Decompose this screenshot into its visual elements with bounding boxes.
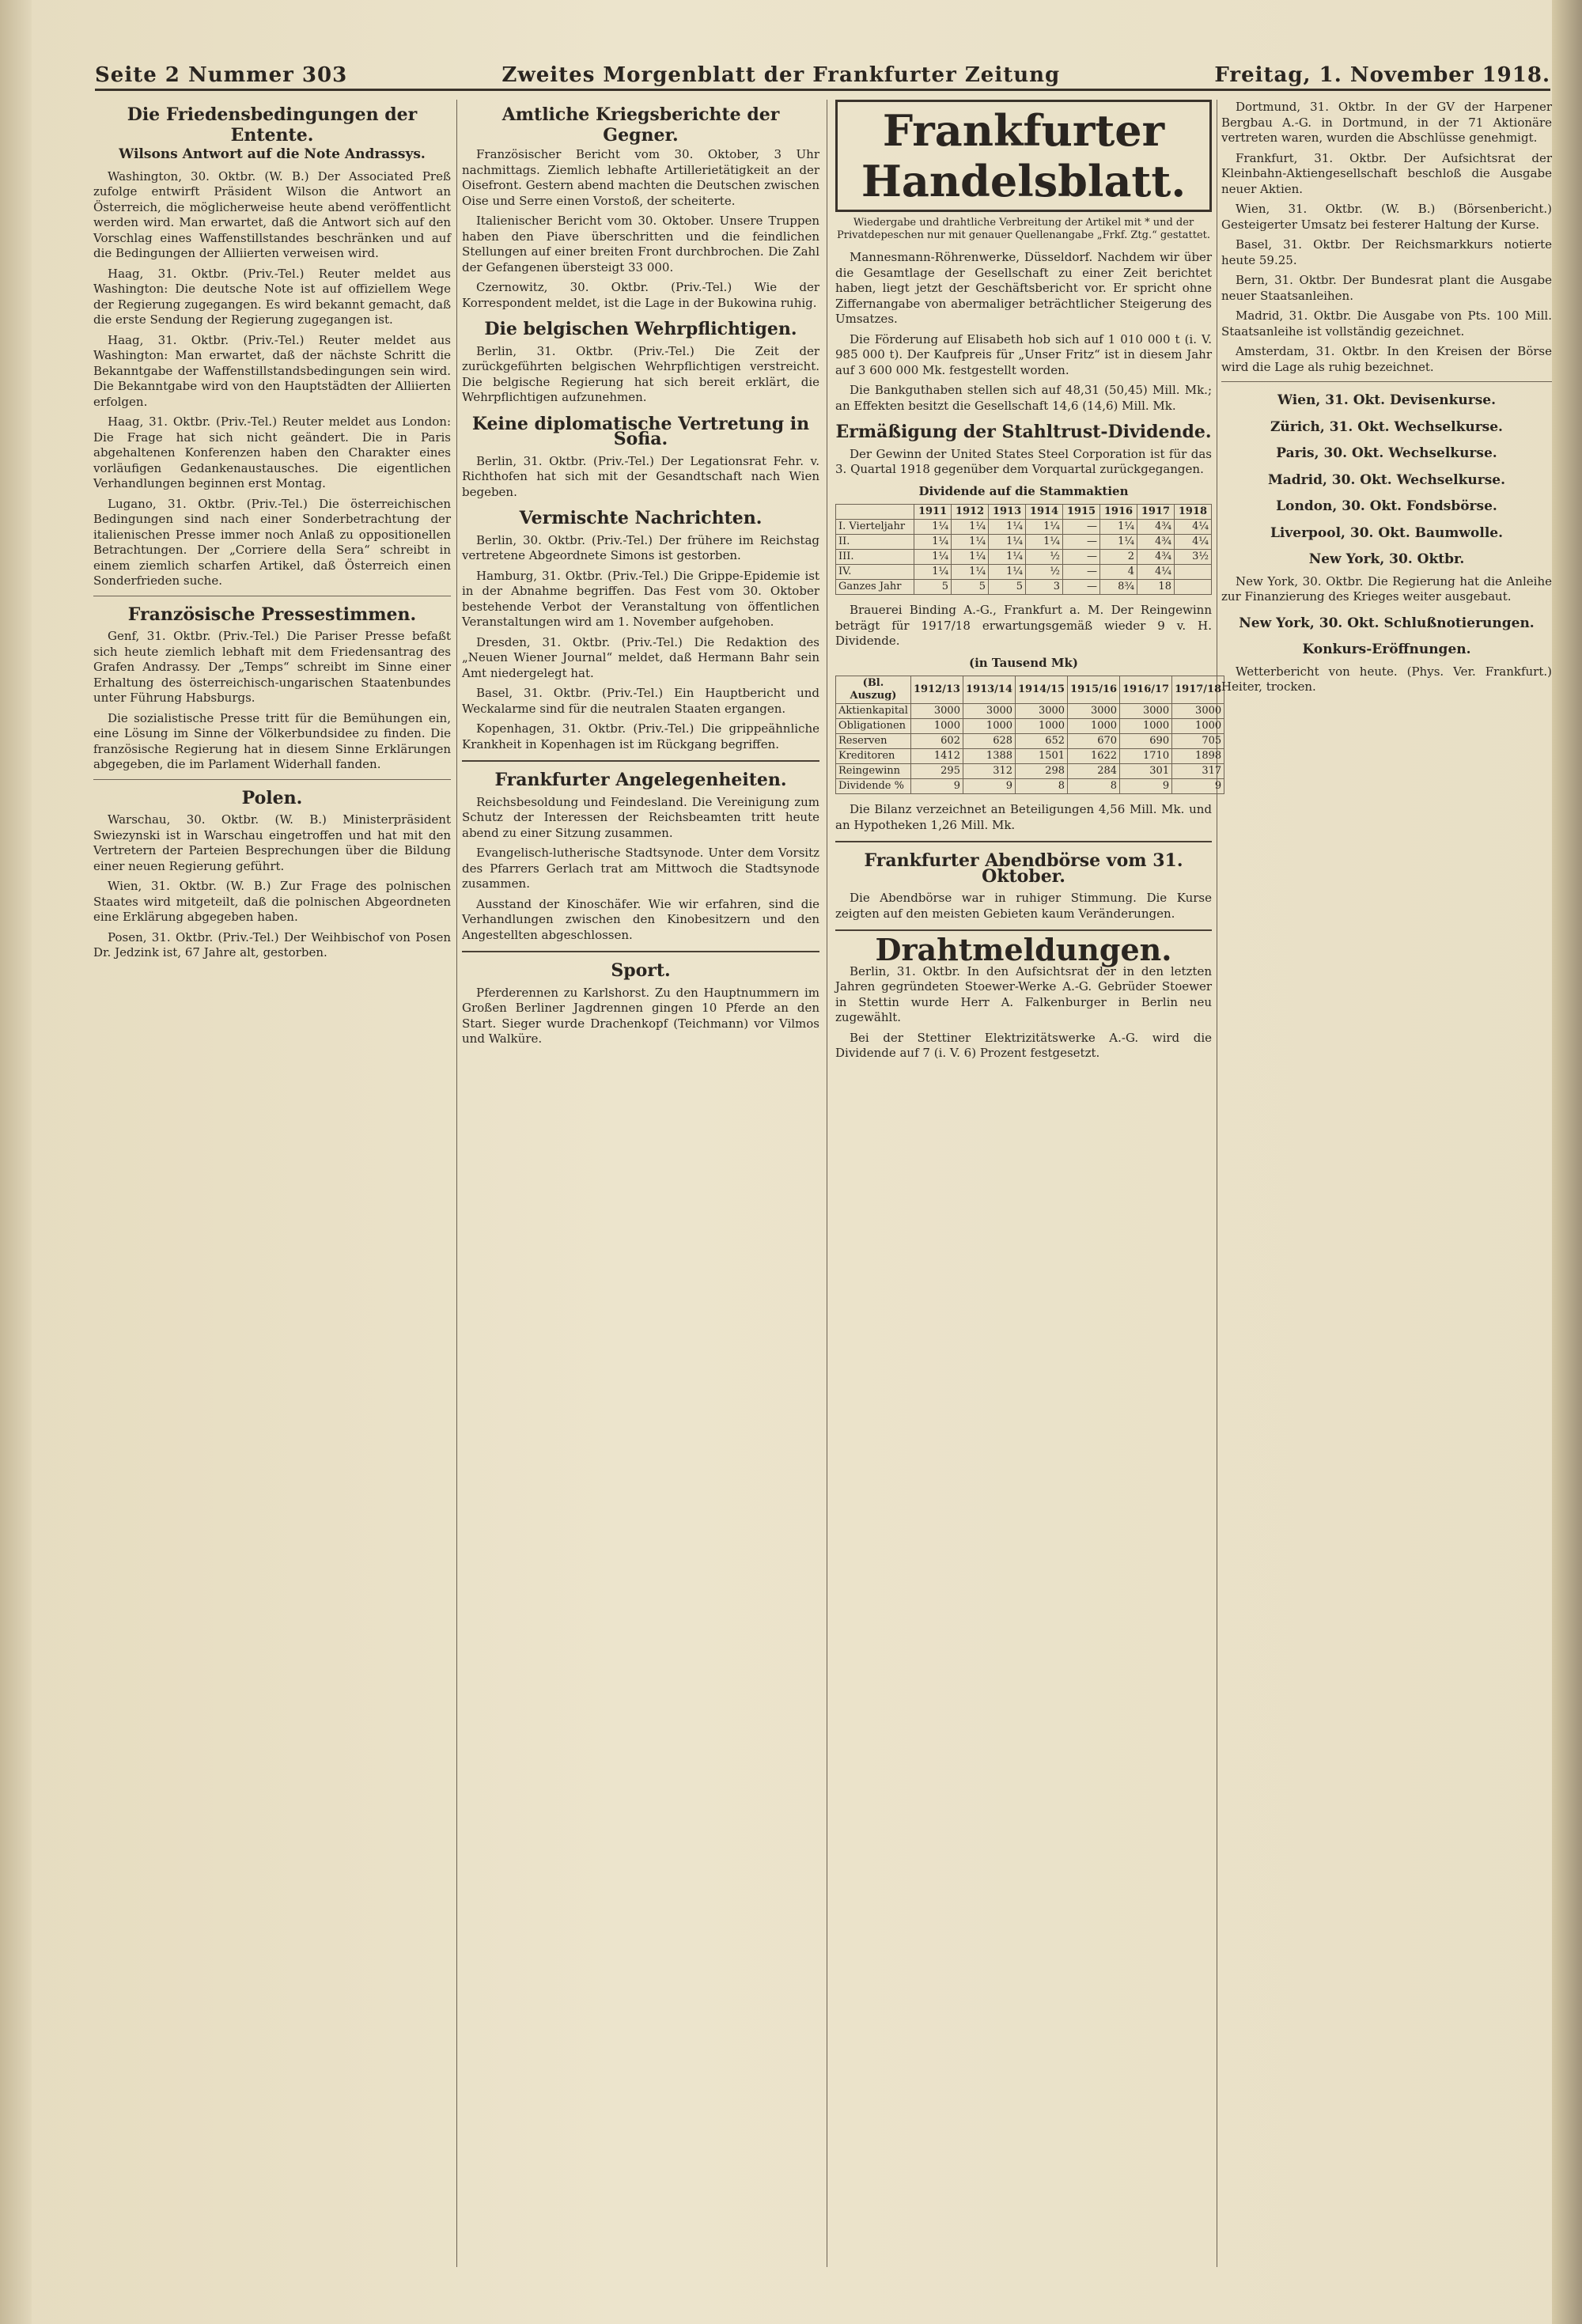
table-cell: 1388 bbox=[963, 749, 1015, 764]
table-header-cell: 1911 bbox=[914, 505, 952, 520]
table-cell: 1898 bbox=[1172, 749, 1224, 764]
table-row bbox=[836, 565, 1212, 580]
table-cell bbox=[1174, 580, 1211, 595]
article-paragraph: Wien, 31. Oktbr. (W. B.) Zur Frage des polnischen Staates wird mitgeteilt, daß die polnischen Abgeordneten eine Erklärung abgegeben haben. bbox=[93, 879, 451, 924]
section-heading: Polen. bbox=[241, 787, 303, 808]
section-heading: Die belgischen Wehrpflichtigen. bbox=[484, 319, 797, 339]
section-divider bbox=[93, 779, 451, 780]
article-paragraph: Evangelisch-lutherische Stadtsynode. Unter dem Vorsitz des Pfarrers Gerlach trat am Mittwoch die Stadtsynode zusammen. bbox=[462, 846, 819, 891]
table-header-cell: 1916 bbox=[1100, 505, 1137, 520]
table-cell: 9 bbox=[910, 779, 963, 794]
table-row bbox=[836, 719, 1224, 734]
section-divider bbox=[1221, 381, 1552, 382]
table-cell: 4¾ bbox=[1137, 550, 1174, 565]
table-cell: 1¼ bbox=[1026, 535, 1063, 550]
column-1 bbox=[93, 100, 451, 2267]
table-cell: 5 bbox=[914, 580, 952, 595]
table-cell: 3½ bbox=[1174, 550, 1211, 565]
column-3 bbox=[835, 100, 1222, 2267]
table-cell: 301 bbox=[1120, 764, 1172, 779]
table-cell: 1000 bbox=[910, 719, 963, 734]
table-header-cell bbox=[836, 505, 914, 520]
article-paragraph: Frankfurt, 31. Oktbr. Der Aufsichtsrat der Kleinbahn-Aktiengesellschaft beschloß die Ausgabe neuer Aktien. bbox=[1221, 150, 1552, 196]
table-row bbox=[836, 520, 1212, 535]
article-paragraph: Berlin, 31. Oktbr. In den Aufsichtsrat der in den letzten Jahren gegründeten Stoewer-Werke A.-G. Gebrüder Stoewer in Stettin wurde Herr A. Falkenburger in Berlin neu zugewählt. bbox=[835, 963, 1212, 1024]
table-cell: I. Vierteljahr bbox=[836, 520, 914, 535]
table-cell: 1¼ bbox=[989, 535, 1026, 550]
table-cell: — bbox=[1063, 535, 1100, 550]
article-paragraph: New York, 30. Oktbr. Die Regierung hat die Anleihe zur Finanzierung des Krieges weiter ausgebaut. bbox=[1221, 573, 1552, 604]
section-heading: Zürich, 31. Okt. Wechselkurse. bbox=[1270, 418, 1503, 435]
article-paragraph: Haag, 31. Oktbr. (Priv.-Tel.) Reuter meldet aus London: Die Frage hat sich nicht geändert. Die in Paris abgehaltenen Konferenzen haben den Charakter eines vorläufigen Gedankenaustausches. Die eigentlichen Verhandlungen beginnen erst Montag. bbox=[93, 414, 451, 490]
table-cell: — bbox=[1063, 520, 1100, 535]
table-header-cell: 1915/16 bbox=[1068, 676, 1120, 704]
article-paragraph: Wien, 31. Oktbr. (W. B.) (Börsenbericht.) Gesteigerter Umsatz bei festerer Haltung der Kurse. bbox=[1221, 202, 1552, 232]
table-cell: 1000 bbox=[1016, 719, 1068, 734]
article-paragraph: Französischer Bericht vom 30. Oktober, 3 Uhr nachmittags. Ziemlich lebhafte Artillerietätigkeit an der Oisefront. Gestern abend machten die Deutschen zwischen Oise und Serre einen Vorstoß, der scheiterte. bbox=[462, 147, 819, 208]
table-row bbox=[836, 734, 1224, 749]
handelsblatt-title: Frankfurter Handelsblatt. bbox=[835, 100, 1212, 212]
section-heading: London, 30. Okt. Fondsbörse. bbox=[1276, 498, 1497, 514]
article-paragraph: Mannesmann-Röhrenwerke, Düsseldorf. Nachdem wir über die Gesamtlage der Gesellschaft zu einer Zeit berichtet haben, liegt jetzt der Geschäftsbericht vor. Er spricht ohne Ziffernangabe von abermaliger beträchtlicher Steigerung des Umsatzes. bbox=[835, 250, 1212, 326]
table-cell: Obligationen bbox=[836, 719, 911, 734]
table-cell: 295 bbox=[910, 764, 963, 779]
table-cell: 4¼ bbox=[1137, 565, 1174, 580]
table-cell: 1000 bbox=[1120, 719, 1172, 734]
table-cell: Dividende % bbox=[836, 779, 911, 794]
article-paragraph: Die Förderung auf Elisabeth hob sich auf 1 010 000 t (i. V. 985 000 t). Der Kaufpreis für „Unser Fritz“ ist in diesem Jahr auf 3 600 000 Mk. festgestellt worden. bbox=[835, 331, 1212, 377]
section-heading: Paris, 30. Okt. Wechselkurse. bbox=[1276, 445, 1497, 461]
section-heading: Keine diplomatische Vertretung in Sofia. bbox=[471, 413, 810, 449]
article-paragraph: Der Gewinn der United States Steel Corporation ist für das 3. Quartal 1918 gegenüber dem Vorquartal zurückgegangen. bbox=[835, 446, 1212, 476]
table-cell: 3000 bbox=[910, 704, 963, 719]
article-paragraph: Dresden, 31. Oktbr. (Priv.-Tel.) Die Redaktion des „Neuen Wiener Journal“ meldet, daß Hermann Bahr sein Amt niedergelegt hat. bbox=[462, 634, 819, 680]
table-cell: 3000 bbox=[1016, 704, 1068, 719]
table-header-cell: 1914/15 bbox=[1016, 676, 1068, 704]
article-paragraph: Italienischer Bericht vom 30. Oktober. Unsere Truppen haben den Piave überschritten und die feindlichen Stellungen auf einer breiten Front durchbrochen. Die Zahl der Gefangenen übersteigt 33 000. bbox=[462, 214, 819, 274]
table-cell: 3 bbox=[1026, 580, 1063, 595]
table-cell: 1¼ bbox=[989, 550, 1026, 565]
article-paragraph: Genf, 31. Oktbr. (Priv.-Tel.) Die Pariser Presse befaßt sich heute ziemlich lebhaft mit dem Friedensantrag des Grafen Andrassy. Der „Temps“ schreibt im Sinne einer Erhaltung des österreichisch-ungarischen Staatenbundes unter Führung Habsburgs. bbox=[93, 629, 451, 705]
table-header-cell: 1912 bbox=[952, 505, 989, 520]
article-paragraph: Berlin, 31. Oktbr. (Priv.-Tel.) Der Legationsrat Fehr. v. Richthofen hat sich mit der Gesandtschaft nach Wien begeben. bbox=[462, 453, 819, 499]
article-headline: Amtliche Kriegsberichte der Gegner. bbox=[501, 104, 780, 146]
section-heading: Sport. bbox=[611, 960, 671, 981]
table-cell: 628 bbox=[963, 734, 1015, 749]
section-heading: New York, 30. Okt. Schlußnotierungen. bbox=[1239, 615, 1535, 631]
table-cell: Ganzes Jahr bbox=[836, 580, 914, 595]
table-cell: 1¼ bbox=[914, 565, 952, 580]
table-cell: 2 bbox=[1100, 550, 1137, 565]
article-paragraph: Amsterdam, 31. Oktbr. In den Kreisen der Börse wird die Lage als ruhig bezeichnet. bbox=[1221, 344, 1552, 374]
table-header-cell: (Bl. Auszug) bbox=[836, 676, 911, 704]
table-cell: Aktienkapital bbox=[836, 704, 911, 719]
table-cell: 1¼ bbox=[1100, 520, 1137, 535]
article-headline: Die Friedensbedingungen der Entente. bbox=[127, 104, 418, 146]
table-cell: 690 bbox=[1120, 734, 1172, 749]
table-cell: 1622 bbox=[1068, 749, 1120, 764]
section-heading: Wien, 31. Okt. Devisenkurse. bbox=[1277, 392, 1497, 408]
table-header-cell: 1916/17 bbox=[1120, 676, 1172, 704]
table-cell: 652 bbox=[1016, 734, 1068, 749]
article-paragraph: Ausstand der Kinoschäfer. Wie wir erfahren, sind die Verhandlungen zwischen den Kinobesitzern und den Angestellten abgeschlossen. bbox=[462, 896, 819, 942]
section-heading: Ermäßigung der Stahltrust-Dividende. bbox=[835, 422, 1212, 442]
article-paragraph: Bern, 31. Oktbr. Der Bundesrat plant die Ausgabe neuer Staatsanleihen. bbox=[1221, 273, 1552, 303]
dividend-table bbox=[835, 504, 1212, 595]
article-paragraph: Basel, 31. Oktbr. (Priv.-Tel.) Ein Hauptbericht und Weckalarme sind für die neutralen Staaten ergangen. bbox=[462, 686, 819, 716]
table-cell: 5 bbox=[989, 580, 1026, 595]
table-cell: 312 bbox=[963, 764, 1015, 779]
section-divider bbox=[462, 951, 819, 952]
table-cell: Kreditoren bbox=[836, 749, 911, 764]
article-paragraph: Reichsbesoldung und Feindesland. Die Vereinigung zum Schutz der Interessen der Reichsbeamten tritt heute abend zu einer Sitzung zusammen. bbox=[462, 794, 819, 840]
table-row bbox=[836, 550, 1212, 565]
table-cell bbox=[1174, 565, 1211, 580]
table-cell: 5 bbox=[952, 580, 989, 595]
table-cell: 1¼ bbox=[952, 520, 989, 535]
table-cell: 9 bbox=[963, 779, 1015, 794]
table-caption: (in Tausend Mk) bbox=[969, 655, 1078, 670]
table-cell: 8 bbox=[1016, 779, 1068, 794]
article-paragraph: Haag, 31. Oktbr. (Priv.-Tel.) Reuter meldet aus Washington: Man erwartet, daß der nächste Schritt die Bekanntgabe der Waffenstillstandsbedingungen sein wird. Die Bekanntgabe wird von den Hauptstädten der Alliierten erfolgen. bbox=[93, 332, 451, 409]
table-cell: 317 bbox=[1172, 764, 1224, 779]
table-cell: 8¾ bbox=[1100, 580, 1137, 595]
table-header-cell: 1918 bbox=[1174, 505, 1211, 520]
table-caption: Dividende auf die Stammaktien bbox=[918, 483, 1129, 498]
article-paragraph: Wetterbericht von heute. (Phys. Ver. Frankfurt.) Heiter, trocken. bbox=[1221, 664, 1552, 694]
table-header-cell: 1913 bbox=[989, 505, 1026, 520]
table-cell: ½ bbox=[1026, 550, 1063, 565]
table-cell: — bbox=[1063, 580, 1100, 595]
article-paragraph: Washington, 30. Oktbr. (W. B.) Der Associated Preß zufolge entwirft Präsident Wilson die Antwort an Österreich, die möglicherweise heute abend veröffentlicht werden wird. Man erwartet, daß die Antwort sich auf den Vorschlag eines Waffenstillstandes beschränken und auf die Bedingungen der Alliierten verweisen wird. bbox=[93, 168, 451, 260]
table-cell: 670 bbox=[1068, 734, 1120, 749]
table-cell: 1¼ bbox=[952, 550, 989, 565]
article-paragraph: Hamburg, 31. Oktbr. (Priv.-Tel.) Die Grippe-Epidemie ist in der Abnahme begriffen. Das Fest vom 30. Oktober bestehende Verbot der Veranstaltung von öffentlichen Veranstaltungen wird am 1. November aufgehoben. bbox=[462, 568, 819, 629]
table-cell: 1¼ bbox=[1100, 535, 1137, 550]
table-cell: Reserven bbox=[836, 734, 911, 749]
table-cell: 4 bbox=[1100, 565, 1137, 580]
section-divider bbox=[462, 760, 819, 762]
table-cell: 1¼ bbox=[989, 520, 1026, 535]
article-paragraph: Berlin, 30. Oktbr. (Priv.-Tel.) Der frühere im Reichstag vertretene Abgeordnete Simons ist gestorben. bbox=[462, 532, 819, 562]
table-cell: 1501 bbox=[1016, 749, 1068, 764]
section-heading: Frankfurter Angelegenheiten. bbox=[494, 770, 787, 790]
table-cell: 1000 bbox=[963, 719, 1015, 734]
table-cell: 4¾ bbox=[1137, 535, 1174, 550]
section-divider bbox=[835, 841, 1212, 842]
article-paragraph: Haag, 31. Oktbr. (Priv.-Tel.) Reuter meldet aus Washington: Die deutsche Note ist auf offiziellem Wege der Regierung zugegangen. Es wird bekannt gemacht, daß die erste Sendung der Regierung zugegangen ist. bbox=[93, 266, 451, 327]
table-cell: 1710 bbox=[1120, 749, 1172, 764]
article-paragraph: Czernowitz, 30. Oktbr. (Priv.-Tel.) Wie der Korrespondent meldet, ist die Lage in der Bukowina ruhig. bbox=[462, 280, 819, 310]
table-cell: 3000 bbox=[963, 704, 1015, 719]
table-cell: 4¼ bbox=[1174, 535, 1211, 550]
section-heading: Frankfurter Abendbörse vom 31. Oktober. bbox=[864, 850, 1183, 887]
table-header-cell: 1915 bbox=[1063, 505, 1100, 520]
table-cell: 298 bbox=[1016, 764, 1068, 779]
table-cell: 8 bbox=[1068, 779, 1120, 794]
table-row bbox=[836, 580, 1212, 595]
section-heading: Vermischte Nachrichten. bbox=[519, 508, 763, 528]
column-4 bbox=[1221, 100, 1552, 2267]
column-divider bbox=[456, 100, 457, 2267]
masthead-right: Freitag, 1. November 1918. bbox=[1214, 63, 1550, 87]
article-paragraph: Kopenhagen, 31. Oktbr. (Priv.-Tel.) Die grippeähnliche Krankheit in Kopenhagen ist im Rückgang begriffen. bbox=[462, 721, 819, 751]
section-heading: New York, 30. Oktbr. bbox=[1308, 551, 1465, 567]
article-paragraph: Basel, 31. Oktbr. Der Reichsmarkkurs notierte heute 59.25. bbox=[1221, 237, 1552, 267]
table-cell: 1000 bbox=[1172, 719, 1224, 734]
article-paragraph: Pferderennen zu Karlshorst. Zu den Hauptnummern im Großen Berliner Jagdrennen gingen 10 Pferde an den Start. Sieger wurde Drachenkopf (Teichmann) vor Vilmos und Walküre. bbox=[462, 985, 819, 1046]
table-cell: 3000 bbox=[1068, 704, 1120, 719]
table-cell: Reingewinn bbox=[836, 764, 911, 779]
article-paragraph: Die Abendbörse war in ruhiger Stimmung. Die Kurse zeigten auf den meisten Gebieten kaum Veränderungen. bbox=[835, 891, 1212, 921]
table-cell: 705 bbox=[1172, 734, 1224, 749]
table-cell: 1000 bbox=[1068, 719, 1120, 734]
column-2 bbox=[462, 100, 819, 2267]
article-paragraph: Die sozialistische Presse tritt für die Bemühungen ein, eine Lösung im Sinne der Völkerbundsidee zu finden. Die französische Regierung hat in diesem Sinne Erklärungen abgegeben, die im Parlament Widerhall fanden. bbox=[93, 710, 451, 771]
table-header-cell: 1917 bbox=[1137, 505, 1174, 520]
section-heading: Konkurs-Eröffnungen. bbox=[1302, 642, 1471, 657]
table-header-cell: 1914 bbox=[1026, 505, 1063, 520]
article-paragraph: Warschau, 30. Oktbr. (W. B.) Ministerpräsident Swiezynski ist in Warschau eingetroffen und hat mit den Vertretern der Parteien Besprechungen über die Bildung einer neuen Regierung geführt. bbox=[93, 812, 451, 873]
table-header-cell: 1917/18 bbox=[1172, 676, 1224, 704]
table-cell: ½ bbox=[1026, 565, 1063, 580]
table-cell: 1¼ bbox=[1026, 520, 1063, 535]
table-cell: — bbox=[1063, 550, 1100, 565]
page-right-edge bbox=[1552, 0, 1582, 2324]
table-cell: — bbox=[1063, 565, 1100, 580]
table-row bbox=[836, 535, 1212, 550]
table-row bbox=[836, 704, 1224, 719]
table-header-cell: 1912/13 bbox=[910, 676, 963, 704]
table-cell: II. bbox=[836, 535, 914, 550]
table-cell: 9 bbox=[1172, 779, 1224, 794]
table-cell: 18 bbox=[1137, 580, 1174, 595]
table-cell: 4¾ bbox=[1137, 520, 1174, 535]
drahtmeldungen-heading: Drahtmeldungen. bbox=[875, 932, 1172, 967]
section-heading: Französische Pressestimmen. bbox=[127, 604, 417, 625]
table-cell: 9 bbox=[1120, 779, 1172, 794]
section-heading: Madrid, 30. Okt. Wechselkurse. bbox=[1267, 471, 1506, 488]
article-paragraph: Die Bilanz verzeichnet an Beteiligungen 4,56 Mill. Mk. und an Hypotheken 1,26 Mill. Mk. bbox=[835, 802, 1212, 832]
table-cell: 602 bbox=[910, 734, 963, 749]
article-paragraph: Dortmund, 31. Oktbr. In der GV der Harpener Bergbau A.-G. in Dortmund, in der 71 Aktionäre vertreten waren, wurden die Abschlüsse genehmigt. bbox=[1221, 100, 1552, 145]
table-cell: 1¼ bbox=[914, 550, 952, 565]
handelsblatt-subtitle: Wiedergabe und drahtliche Verbreitung der Artikel mit * und der Privatdepeschen nur mit genauer Quellenangabe „Frkf. Ztg.“ gestattet. bbox=[836, 217, 1211, 241]
section-divider bbox=[835, 929, 1212, 931]
article-paragraph: Lugano, 31. Oktbr. (Priv.-Tel.) Die österreichischen Bedingungen sind nach einer Sonderbetrachtung der italienischen Presse immer noch Anlaß zu oppositionellen Betrachtungen. Der „Corriere della Sera“ schreibt in einem ziemlich scharfen Artikel, daß Österreich einen Sonderfrieden suche. bbox=[93, 496, 451, 588]
masthead-center: Zweites Morgenblatt der Frankfurter Zeitung bbox=[501, 63, 1061, 87]
table-cell: 1¼ bbox=[989, 565, 1026, 580]
masthead-left: Seite 2 Nummer 303 bbox=[95, 63, 348, 87]
article-paragraph: Die Bankguthaben stellen sich auf 48,31 (50,45) Mill. Mk.; an Effekten besitzt die Gesellschaft 14,6 (14,6) Mill. Mk. bbox=[835, 383, 1212, 413]
table-cell: 3000 bbox=[1120, 704, 1172, 719]
article-paragraph: Berlin, 31. Oktbr. (Priv.-Tel.) Die Zeit der zurückgeführten belgischen Wehrpflichtigen verstreicht. Die belgische Regierung hat sich bereit erklärt, die Wehrpflichtigen aufzunehmen. bbox=[462, 343, 819, 404]
table-cell: 284 bbox=[1068, 764, 1120, 779]
section-heading: Liverpool, 30. Okt. Baumwolle. bbox=[1270, 524, 1504, 541]
table-row bbox=[836, 749, 1224, 764]
table-row bbox=[836, 764, 1224, 779]
table-cell: 3000 bbox=[1172, 704, 1224, 719]
table-cell: 1¼ bbox=[952, 535, 989, 550]
table-cell: 4¼ bbox=[1174, 520, 1211, 535]
table-cell: 1412 bbox=[910, 749, 963, 764]
table-row bbox=[836, 779, 1224, 794]
article-paragraph: Madrid, 31. Oktbr. Die Ausgabe von Pts. 100 Mill. Staatsanleihe ist vollständig gezeichnet. bbox=[1221, 308, 1552, 339]
page-left-edge bbox=[0, 0, 32, 2324]
table-header-cell: 1913/14 bbox=[963, 676, 1015, 704]
article-paragraph: Posen, 31. Oktbr. (Priv.-Tel.) Der Weihbischof von Posen Dr. Jedzink ist, 67 Jahre alt, gestorben. bbox=[93, 929, 451, 960]
table-cell: 1¼ bbox=[914, 535, 952, 550]
masthead bbox=[95, 62, 1550, 91]
table-cell: IV. bbox=[836, 565, 914, 580]
article-subhead: Wilsons Antwort auf die Note Andrassys. bbox=[119, 146, 426, 162]
article-paragraph: Brauerei Binding A.-G., Frankfurt a. M. Der Reingewinn beträgt für 1917/18 erwartungsgemäß wieder 9 v. H. Dividende. bbox=[835, 603, 1212, 648]
table-cell: 1¼ bbox=[952, 565, 989, 580]
table-cell: III. bbox=[836, 550, 914, 565]
table-cell: 1¼ bbox=[914, 520, 952, 535]
article-paragraph: Bei der Stettiner Elektrizitätswerke A.-G. wird die Dividende auf 7 (i. V. 6) Prozent festgesetzt. bbox=[835, 1030, 1212, 1060]
balance-table bbox=[835, 676, 1224, 794]
